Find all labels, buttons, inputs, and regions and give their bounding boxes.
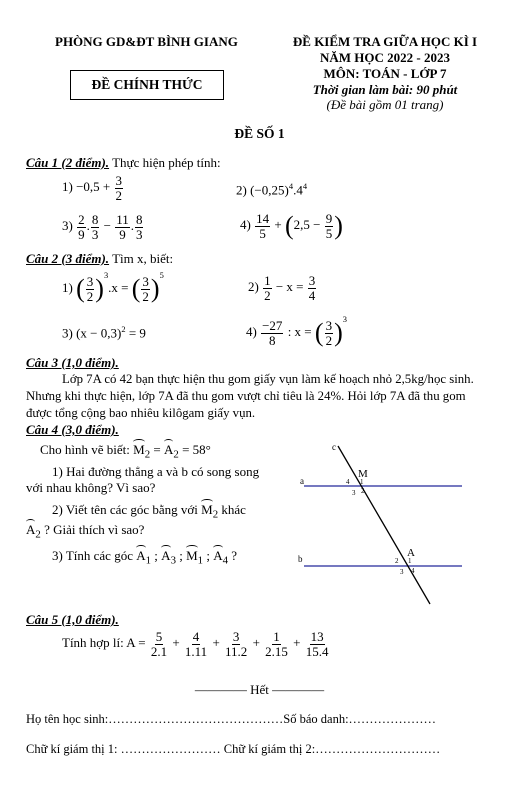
q4-part3: 3) Tính các góc $A_1$ ; $A_3$ ; $M_1$ ; $A_4$ ? <box>52 548 238 567</box>
q2-part4: 4) $\frac{-27}{8}$ : x = ( $\frac{3}{2}$ )$^3$ <box>246 314 347 348</box>
q5-title: Câu 5 (1,0 điểm). <box>26 612 119 627</box>
a-angle-1: 1 <box>408 557 412 565</box>
page-count: (Đề bài gồm 01 trang) <box>326 97 444 112</box>
exam-code: ĐỀ SỐ 1 <box>234 126 285 141</box>
m-angle-2: 2 <box>361 487 365 495</box>
end-marker: ———— Hết ———— <box>194 682 325 697</box>
q5-expression: Tính hợp lí: A = $\frac{5}{2.1}$ + $\frac{4}{1.11}$ + $\frac{3}{11.2}$ + $\frac{1}{2.15}$ + $\frac{13}{15.4}$ <box>62 629 329 659</box>
q3-line2: Nhưng khi thực hiện, lớp 7A đã thu gom vượt chỉ tiêu là 24%. Hỏi lớp 7A đã thu gom <box>26 389 466 403</box>
q1-heading <box>26 155 221 171</box>
subject: MÔN: TOÁN - LỚP 7 <box>323 66 447 81</box>
label-c: c <box>332 442 336 452</box>
m-angle-1: 1 <box>360 478 364 486</box>
q2-part3: 3) $(x - 0,3)^2 = 9$ <box>62 324 146 341</box>
q2-part1: 1) ( $\frac{3}{2}$ )$^3$.x = ( $\frac{3}{2}$ )$^5$ <box>62 270 164 304</box>
q1-part2: 2) $(-0,25)^4.4^4$ <box>236 181 308 198</box>
label-A: A <box>407 547 415 559</box>
school-year: NĂM HỌC 2022 - 2023 <box>320 50 450 65</box>
a-angle-2: 2 <box>395 557 399 565</box>
q4-part1-line1: 1) Hai đường thẳng a và b có song song <box>52 464 260 479</box>
time-limit: Thời gian làm bài: 90 phút <box>312 82 458 97</box>
label-M: M <box>358 468 368 480</box>
department-name: PHÒNG GD&ĐT BÌNH GIANG <box>55 34 238 49</box>
q3-line1: Lớp 7A có 42 bạn thực hiện thu gom giấy vụn làm kế hoạch nhỏ 2,5kg/học sinh. <box>62 372 474 386</box>
q2-title: Câu 2 (3 điểm). <box>26 251 110 266</box>
q3-title: Câu 3 (1,0 điểm). <box>26 355 119 370</box>
q2-heading <box>26 251 173 267</box>
parallel-lines-figure <box>290 440 490 610</box>
q4-part2-line2: $A_2$ ? Giải thích vì sao? <box>26 522 145 541</box>
q3-line3: được tổng cộng bao nhiêu kilôgam giấy vụn. <box>26 406 256 420</box>
m-angle-3: 3 <box>352 489 356 497</box>
q1-part1: 1) −0,5 + $\frac{3}{2}$ <box>62 173 123 203</box>
exam-title: ĐỀ KIỂM TRA GIỮA HỌC KÌ I <box>292 34 478 49</box>
m-angle-4: 4 <box>346 478 350 486</box>
line-c <box>338 446 430 604</box>
q1-title: Câu 1 (2 điểm). <box>26 155 110 170</box>
proctor-signature-line: Chữ kí giám thị 1: …………………… Chữ kí giám thị 2:………………………… <box>26 742 441 756</box>
label-b: b <box>298 554 303 564</box>
q1-part4: 4) $\frac{14}{5}$ + (2,5 − $\frac{9}{5}$ ) <box>240 210 343 241</box>
q4-part1-line2: với nhau không? Vì sao? <box>26 480 156 495</box>
student-info-line: Họ tên học sinh:……………………………………Số báo danh:………………… <box>26 712 437 726</box>
label-a: a <box>300 476 304 486</box>
q2-instruction: Tìm x, biết: <box>112 251 174 266</box>
q4-part2-line1: 2) Viết tên các góc bằng với $M_2$ khác <box>52 502 246 521</box>
a-angle-4: 4 <box>411 567 415 575</box>
q1-instruction: Thực hiện phép tính: <box>112 155 221 170</box>
q4-given: Cho hình vẽ biết: $M_2 = A_2 = 58^\circ$ <box>40 442 211 461</box>
a-angle-3: 3 <box>400 568 404 576</box>
q4-title: Câu 4 (3,0 điểm). <box>26 422 119 437</box>
official-stamp: ĐỀ CHÍNH THỨC <box>70 70 224 100</box>
q2-part2: 2) $\frac{1}{2}$ − x = $\frac{3}{4}$ <box>248 273 316 303</box>
q1-part3: 3) $\frac{2}{9}$ . $\frac{8}{3}$ − $\frac{11}{9}$ . $\frac{8}{3}$ <box>62 212 143 242</box>
